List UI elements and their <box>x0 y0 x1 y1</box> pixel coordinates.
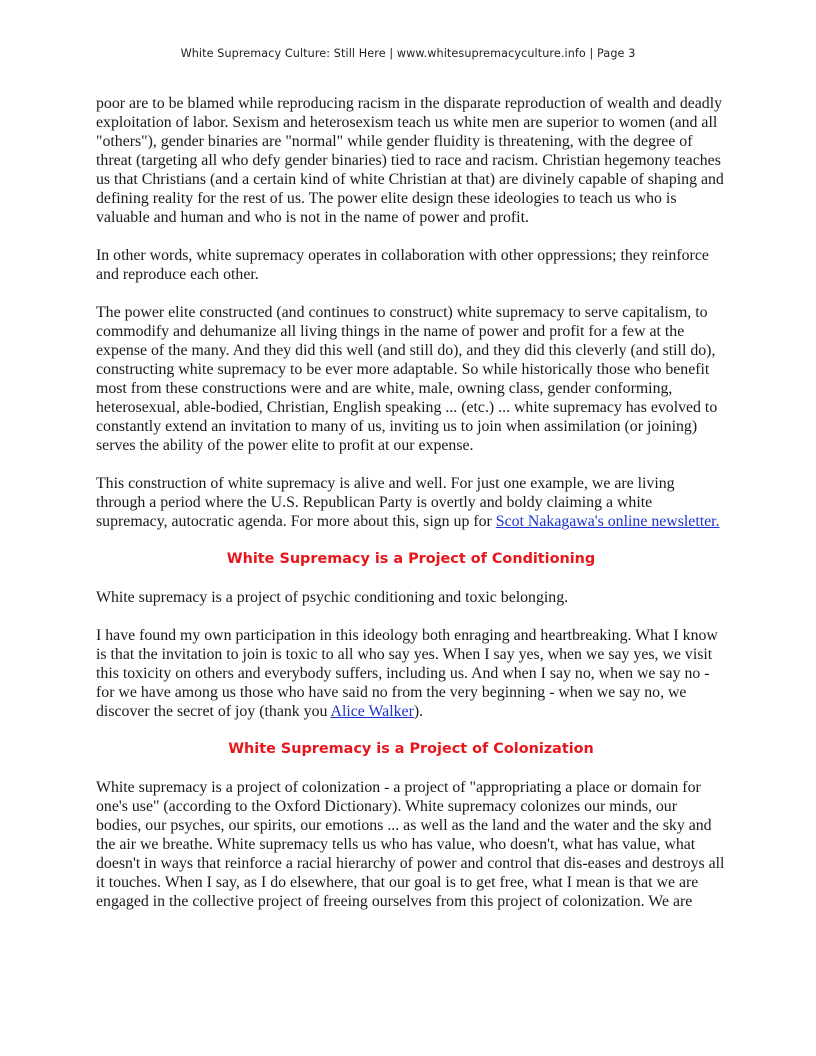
document-body <box>96 94 726 930</box>
paragraph-colonization: White supremacy is a project of colonization - a project of "appropriating a place or domain for one's use" (according to the Oxford Dictionary). White supremacy colonizes our minds, our bodies, our psyches, our spirits, our emotions ... as well as the land and the water and the sky and the air we breathe. White supremacy tells us who has value, who doesn't, what has value, what doesn't in ways that reinforce a racial hierarchy of power and control that dis-eases and destroys all it touches. When I say, as I do elsewhere, that our goal is to get free, what I mean is that we are engaged in the collective project of freeing ourselves from this project of colonization. We are <box>96 779 725 910</box>
paragraph-alive-and-well-text: This construction of white supremacy is alive and well. For just one example, we are living through a period where the U.S. Republican Party is overtly and boldy claiming a white supremacy, autocratic agenda. For more about this, sign up for <box>96 475 675 530</box>
paragraph-participation <box>96 626 726 721</box>
paragraph-collaboration: In other words, white supremacy operates in collaboration with other oppressions; they reinforce and reproduce each other. <box>96 247 709 283</box>
paragraph-power-elite: The power elite constructed (and continues to construct) white supremacy to serve capitalism, to commodify and dehumanize all living things in the name of power and profit for a few at the expense of the many. And they did this well (and still do), and they did this cleverly (and still do), constructing white supremacy to be ever more adaptable. So while historically those who benefit most from these constructions were and are white, male, owning class, gender conforming, heterosexual, able-bodied, Christian, English speaking ... (etc.) ... white supremacy has evolved to constantly extend an invitation to many of us, inviting us to join when assimilation (or joining) serves the ability of the power elite to profit at our expense. <box>96 304 718 454</box>
alice-walker-link[interactable]: Alice Walker <box>330 703 414 720</box>
paragraph-racism-capitalism: poor are to be blamed while reproducing racism in the disparate reproduction of wealth and deadly exploitation of labor. Sexism and heterosexism teach us white men are superior to women (and all "others"), gender binaries are "normal" while gender fluidity is threatening, with the degree of threat (targeting all who defy gender binaries) tied to race and racism. Christian hegemony teaches us that Christians (and a certain kind of white Christian at that) are divinely capable of shaping and defining reality for the rest of us. The power elite design these ideologies to teach us who is valuable and human and who is not in the name of power and profit. <box>96 95 724 226</box>
heading-conditioning: White Supremacy is a Project of Conditioning <box>226 551 596 567</box>
paragraph-psychic-conditioning: White supremacy is a project of psychic conditioning and toxic belonging. <box>96 589 569 606</box>
scot-nakagawa-newsletter-link[interactable]: Scot Nakagawa's online newsletter. <box>495 513 720 530</box>
paragraph-participation-end: ). <box>413 703 424 720</box>
paragraph-alive-and-well <box>96 474 726 531</box>
running-header: White Supremacy Culture: Still Here | www.whitesupremacyculture.info | Page 3 <box>180 47 636 60</box>
paragraph-participation-text: I have found my own participation in this ideology both enraging and heartbreaking. What I know is that the invitation to join is toxic to all who say yes. When I say yes, when we say yes, we visit this toxicity on others and everybody suffers, including us. And when I say no, when we say no - for we have among us those who have said no from the very beginning - when we say no, we discover the secret of joy (thank you <box>96 627 718 720</box>
heading-colonization: White Supremacy is a Project of Colonization <box>228 741 594 757</box>
